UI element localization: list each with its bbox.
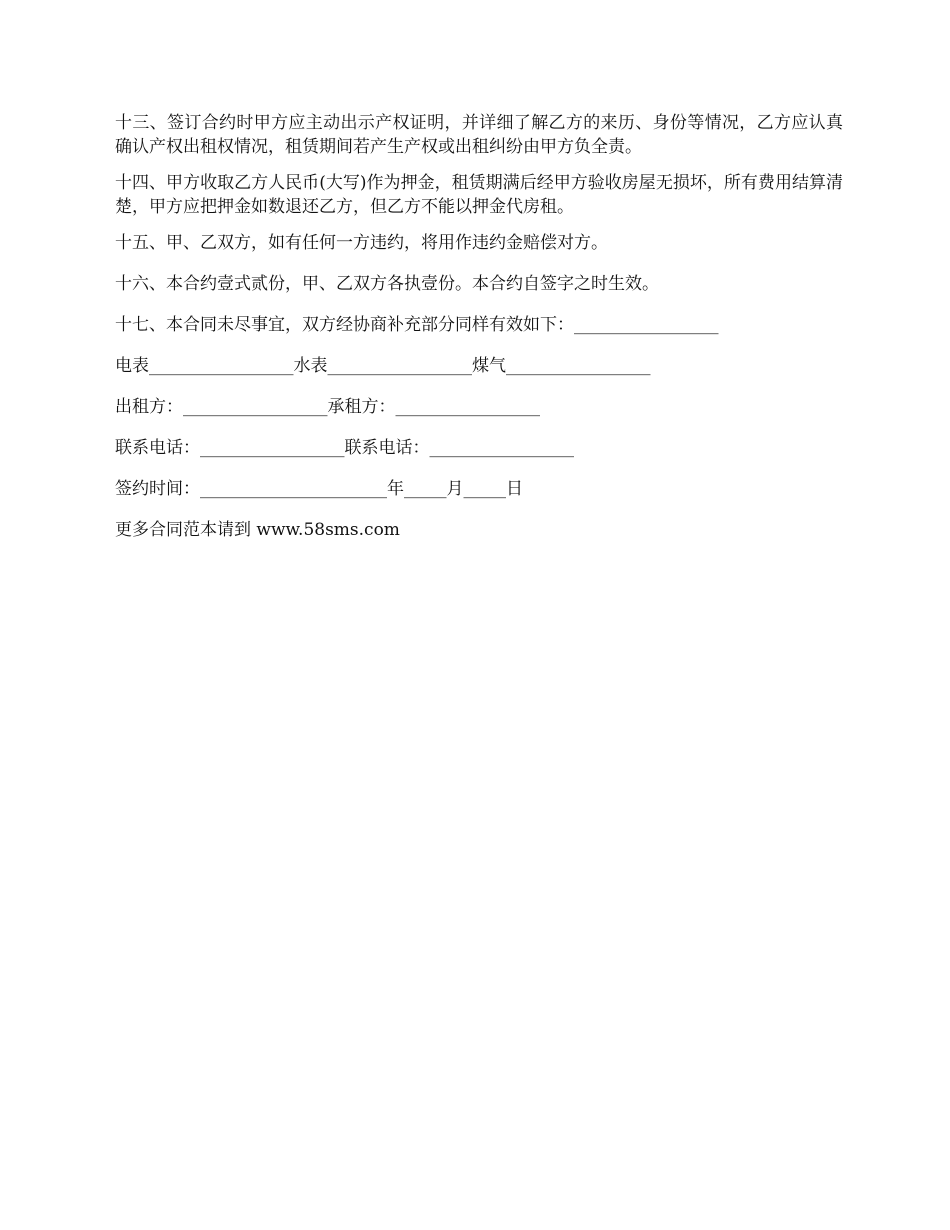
clause-13: 十三、签订合约时甲方应主动出示产权证明，并详细了解乙方的来历、身份等情况，乙方应认真确认产权出租权情况，租赁期间若产生产权或出租纠纷由甲方负全责。 — [115, 113, 843, 157]
clause-17: 十七、本合同未尽事宜，双方经协商补充部分同样有效如下：_________________ — [115, 315, 719, 335]
clause-15: 十五、甲、乙双方，如有任何一方违约，将用作违约金赔偿对方。 — [115, 233, 608, 253]
parties-line: 出租方：_________________承租方：_________________ — [115, 397, 540, 417]
clause-14: 十四、甲方收取乙方人民币(大写)作为押金，租赁期满后经甲方验收房屋无损坏，所有费用结算清楚，甲方应把押金如数退还乙方，但乙方不能以押金代房租。 — [115, 173, 843, 217]
document-page — [115, 111, 843, 559]
footer-line: 更多合同范本请到 www.58sms.com — [115, 520, 400, 540]
meters-line: 电表_________________水表_________________煤气_________________ — [115, 356, 651, 376]
date-line: 签约时间：______________________年_____月_____日 — [115, 479, 523, 499]
phone-line: 联系电话：_________________联系电话：_________________ — [115, 438, 574, 458]
clause-16: 十六、本合约壹式贰份，甲、乙双方各执壹份。本合约自签字之时生效。 — [115, 274, 659, 294]
